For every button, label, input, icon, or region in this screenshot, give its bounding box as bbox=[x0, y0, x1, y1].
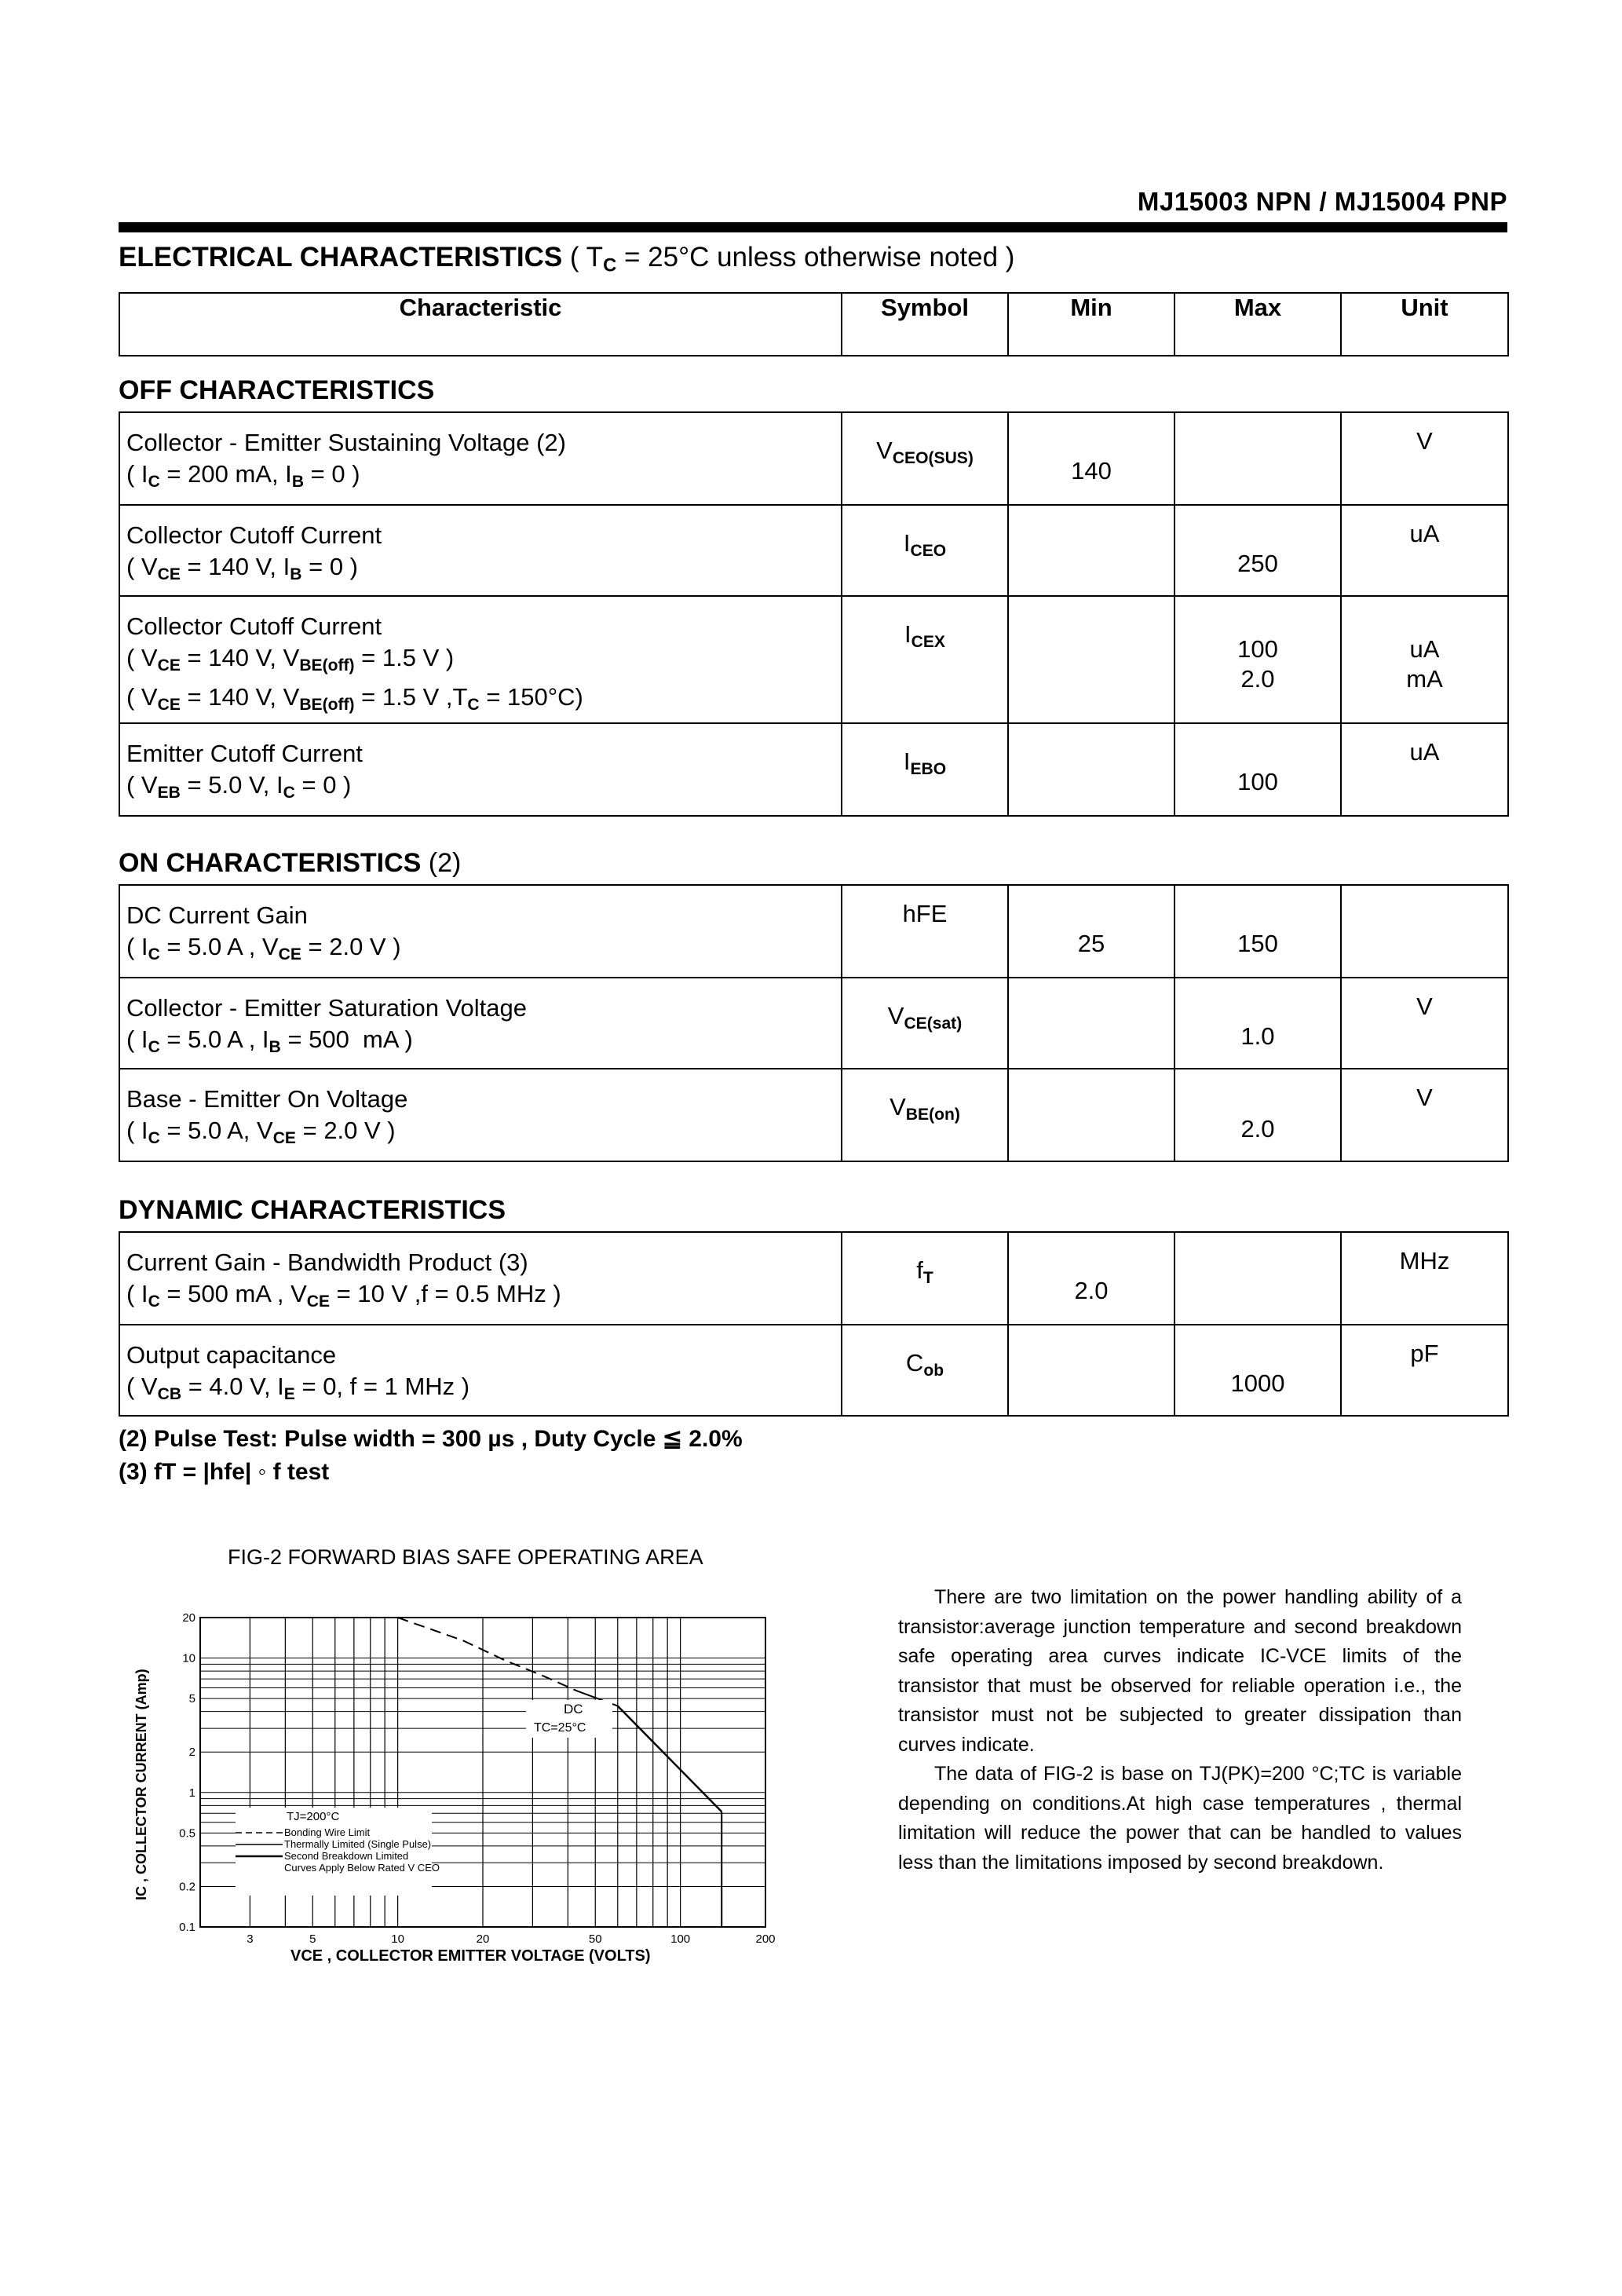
y-tick-label: 5 bbox=[188, 1692, 195, 1706]
x-tick-label: 50 bbox=[588, 1932, 602, 1946]
characteristic-cell: Collector - Emitter Saturation Voltage ( $I_C = 5.0$ A , $I_B = 500$ mA ) bbox=[119, 978, 842, 1069]
y-tick-label: 0.1 bbox=[179, 1921, 195, 1934]
characteristic-cell: Output capacitance ( $V_{CB} = 4.0$ V, $I_E = 0$, f = 1 MHz ) bbox=[119, 1325, 842, 1416]
condition-text: ( $V_{CE} = 140$ V, $V_{BE(off)} = 1.5$ V ) bbox=[126, 644, 455, 675]
x-tick-label: 100 bbox=[670, 1932, 691, 1946]
max-cell: 100 bbox=[1174, 723, 1341, 816]
table-row bbox=[119, 1069, 1508, 1161]
note-3: (3) fT = |hfe| ◦ f test bbox=[119, 1459, 330, 1485]
min-cell: 25 bbox=[1008, 885, 1174, 978]
max-cell: 1.0 bbox=[1174, 978, 1341, 1069]
table-row bbox=[119, 978, 1508, 1069]
y-tick-label: 2 bbox=[188, 1746, 195, 1760]
x-tick-label: 5 bbox=[309, 1932, 316, 1946]
legend-thermal: Thermally Limited (Single Pulse) bbox=[284, 1838, 432, 1850]
part-number-header: MJ15003 NPN / MJ15004 PNP bbox=[1137, 187, 1507, 216]
table-row bbox=[119, 723, 1508, 816]
max-cell bbox=[1174, 412, 1341, 505]
y-tick-label: 20 bbox=[182, 1611, 195, 1625]
table-row bbox=[119, 1232, 1508, 1325]
electrical-characteristics-title: ELECTRICAL CHARACTERISTICS ( $T_C = 25^\circ C$ unless otherwise noted ) bbox=[119, 242, 1015, 276]
legend-curves-apply: Curves Apply Below Rated V CEO bbox=[284, 1862, 440, 1874]
condition-text: ( $I_C = 5.0$ A , $I_B = 500$ mA ) bbox=[126, 1026, 413, 1056]
min-cell bbox=[1008, 505, 1174, 596]
paragraph-2: The data of FIG-2 is base on TJ(PK)=200 °C;TC is variable depending on conditions.At high case temperatures , thermal limitation will reduce the power that can be handled to values less than the limitations imposed by second breakdown. bbox=[898, 1763, 1462, 1874]
col-min: Min bbox=[1008, 293, 1174, 356]
characteristic-cell: Emitter Cutoff Current ( $V_{EB} = 5.0$ V, $I_C = 0$ ) bbox=[119, 723, 842, 816]
unit-cell: uA bbox=[1341, 723, 1508, 816]
condition-text: ( $I_C = 5.0$ A, $V_{CE} = 2.0$ V ) bbox=[126, 1117, 396, 1147]
symbol-cell: $f_T$ bbox=[842, 1232, 1008, 1325]
condition-text: ( $V_{CE} = 140$ V, $V_{BE(off)} = 1.5$ V $,T_C = 150^\circ C$) bbox=[126, 682, 583, 714]
tc-label: TC=25°C bbox=[534, 1721, 586, 1735]
unit-cell: V bbox=[1341, 412, 1508, 505]
on-characteristics-heading: ON CHARACTERISTICS (2) bbox=[119, 848, 462, 878]
condition-text: ( $I_C = 200$ mA, $I_B = 0$ ) bbox=[126, 460, 360, 491]
legend-bonding-wire: Bonding Wire Limit bbox=[284, 1826, 371, 1838]
col-characteristic: Characteristic bbox=[119, 293, 842, 356]
symbol-cell: $V_{BE(on)}$ bbox=[842, 1069, 1008, 1161]
y-tick-label: 1 bbox=[188, 1786, 195, 1800]
col-symbol: Symbol bbox=[842, 293, 1008, 356]
y-tick-label: 10 bbox=[182, 1651, 195, 1665]
min-cell bbox=[1008, 1325, 1174, 1416]
unit-cell bbox=[1341, 885, 1508, 978]
off-characteristics-heading: OFF CHARACTERISTICS bbox=[119, 375, 435, 405]
max-cell: 100 2.0 bbox=[1174, 596, 1341, 723]
symbol-cell: $V_{CEO(SUS)}$ bbox=[842, 412, 1008, 505]
characteristic-cell: Collector Cutoff Current ( $V_{CE} = 140$ V, $V_{BE(off)} = 1.5$ V ) ( $V_{CE} = 140$ V, $V_{BE(off)} = 1.5$ V $,T_C = 150^\circ C$) bbox=[119, 596, 842, 723]
y-tick-label: 0.2 bbox=[179, 1880, 195, 1894]
max-cell bbox=[1174, 1232, 1341, 1325]
dynamic-characteristics-heading: DYNAMIC CHARACTERISTICS bbox=[119, 1195, 506, 1225]
symbol-cell: $I_{EBO}$ bbox=[842, 723, 1008, 816]
unit-cell: V bbox=[1341, 1069, 1508, 1161]
symbol-cell: $I_{CEO}$ bbox=[842, 505, 1008, 596]
table-row bbox=[119, 505, 1508, 596]
y-axis-label: IC , COLLECTOR CURRENT (Amp) bbox=[133, 1669, 149, 1900]
condition-text: ( $V_{CE} = 140$ V, $I_B = 0$ ) bbox=[126, 553, 358, 583]
min-cell bbox=[1008, 723, 1174, 816]
unit-cell: uA bbox=[1341, 505, 1508, 596]
x-tick-label: 10 bbox=[391, 1932, 404, 1946]
note-2: (2) Pulse Test: Pulse width = 300 µs , Duty Cycle ≦ 2.0% bbox=[119, 1426, 743, 1452]
soa-curve-3 bbox=[618, 1706, 721, 1812]
characteristic-cell: Current Gain - Bandwidth Product (3) ( $I_C = 500$ mA , $V_{CE} = 10$ V ,f = 0.5 MHz ) bbox=[119, 1232, 842, 1325]
condition-text: ( $V_{EB} = 5.0$ V, $I_C = 0$ ) bbox=[126, 771, 352, 802]
off-characteristics-table bbox=[119, 411, 1509, 817]
characteristic-cell: Collector - Emitter Sustaining Voltage (2) ( $I_C = 200$ mA, $I_B = 0$ ) bbox=[119, 412, 842, 505]
description-paragraph bbox=[898, 1583, 1462, 1877]
col-unit: Unit bbox=[1341, 293, 1508, 356]
condition-text: ( $I_C = 500$ mA , $V_{CE} = 10$ V ,f = 0.5 MHz ) bbox=[126, 1280, 561, 1311]
symbol-cell: $C_{ob}$ bbox=[842, 1325, 1008, 1416]
soa-chart bbox=[157, 1602, 785, 1947]
on-characteristics-table bbox=[119, 884, 1509, 1162]
unit-cell: V bbox=[1341, 978, 1508, 1069]
col-max: Max bbox=[1174, 293, 1341, 356]
soa-curve-1 bbox=[398, 1618, 577, 1691]
min-cell bbox=[1008, 1069, 1174, 1161]
min-cell: 2.0 bbox=[1008, 1232, 1174, 1325]
characteristic-cell: Base - Emitter On Voltage ( $I_C = 5.0$ A, $V_{CE} = 2.0$ V ) bbox=[119, 1069, 842, 1161]
x-tick-label: 200 bbox=[755, 1932, 776, 1946]
condition-text: ( $I_C = 5.0$ A , $V_{CE} = 2.0$ V ) bbox=[126, 933, 401, 963]
unit-cell: MHz bbox=[1341, 1232, 1508, 1325]
characteristic-cell: DC Current Gain ( $I_C = 5.0$ A , $V_{CE} = 2.0$ V ) bbox=[119, 885, 842, 978]
symbol-cell: hFE bbox=[842, 885, 1008, 978]
legend-tj: TJ=200°C bbox=[287, 1810, 340, 1823]
symbol-cell: $I_{CEX}$ bbox=[842, 596, 1008, 723]
y-tick-label: 0.5 bbox=[179, 1826, 195, 1841]
column-header-table bbox=[119, 292, 1509, 356]
table-row bbox=[119, 412, 1508, 505]
condition-text: ( $V_{CB} = 4.0$ V, $I_E = 0$, f = 1 MHz ) bbox=[126, 1373, 470, 1403]
x-tick-label: 20 bbox=[476, 1932, 490, 1946]
figure-title: FIG-2 FORWARD BIAS SAFE OPERATING AREA bbox=[228, 1545, 703, 1569]
unit-cell: uA mA bbox=[1341, 596, 1508, 723]
legend-second-breakdown: Second Breakdown Limited bbox=[284, 1850, 409, 1862]
max-cell: 2.0 bbox=[1174, 1069, 1341, 1161]
dynamic-characteristics-table bbox=[119, 1231, 1509, 1417]
min-cell bbox=[1008, 978, 1174, 1069]
max-cell: 1000 bbox=[1174, 1325, 1341, 1416]
unit-cell: pF bbox=[1341, 1325, 1508, 1416]
max-cell: 150 bbox=[1174, 885, 1341, 978]
table-row bbox=[119, 596, 1508, 723]
header-rule bbox=[119, 222, 1507, 232]
x-tick-label: 3 bbox=[247, 1932, 254, 1946]
symbol-cell: $V_{CE(sat)}$ bbox=[842, 978, 1008, 1069]
table-row bbox=[119, 1325, 1508, 1416]
x-axis-label: VCE , COLLECTOR EMITTER VOLTAGE (VOLTS) bbox=[290, 1947, 651, 1965]
max-cell: 250 bbox=[1174, 505, 1341, 596]
table-row bbox=[119, 885, 1508, 978]
paragraph-1: There are two limitation on the power handling ability of a transistor:average junction temperature and second breakdown safe operating area curves indicate IC-VCE limits of the transistor that must be observed for reliable operation i.e., the transistor must not be subjected to greater dissipation than curves indicate. bbox=[898, 1586, 1462, 1756]
characteristic-cell: Collector Cutoff Current ( $V_{CE} = 140$ V, $I_B = 0$ ) bbox=[119, 505, 842, 596]
dc-label: DC bbox=[564, 1702, 583, 1717]
tick-labels bbox=[179, 1611, 775, 1946]
min-cell bbox=[1008, 596, 1174, 723]
min-cell: 140 bbox=[1008, 412, 1174, 505]
